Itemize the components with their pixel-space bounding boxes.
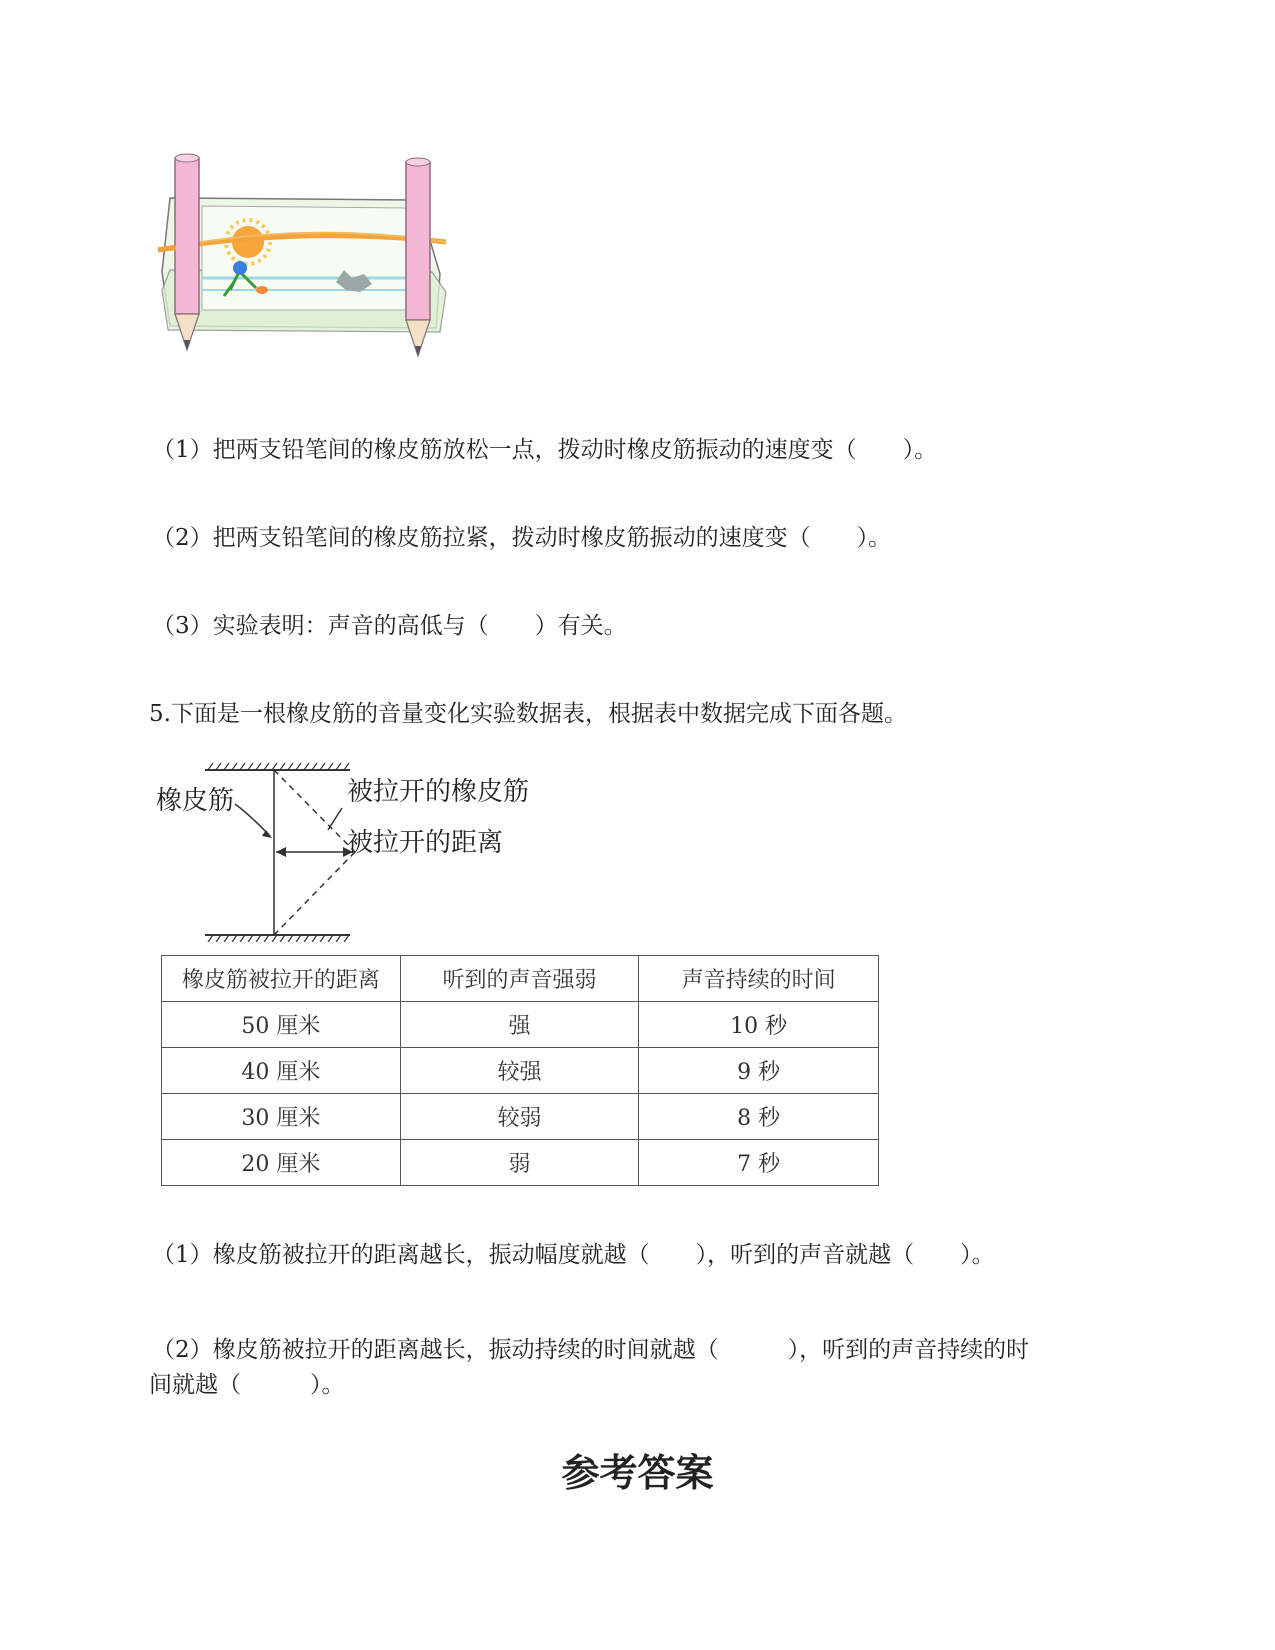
cell-loudness: 较弱 [400,1094,639,1140]
table-row [162,1048,879,1094]
cell-loudness: 强 [400,1002,639,1048]
cell-duration: 10 秒 [639,1002,879,1048]
label-stretch-distance: 被拉开的距离 [347,828,504,858]
cell-duration: 8 秒 [639,1094,879,1140]
cell-distance: 40 厘米 [162,1048,401,1094]
cell-loudness: 弱 [400,1140,639,1186]
cell-duration: 7 秒 [639,1140,879,1186]
label-rubber-band: 橡皮筋 [156,786,235,816]
right-pencil [406,158,430,356]
q5-sub1: （1）橡皮筋被拉开的距离越长，振动幅度就越（ ），听到的声音就越（ ）。 [152,1242,995,1268]
cell-loudness: 较强 [400,1048,639,1094]
header-loudness: 听到的声音强弱 [400,956,639,1002]
cell-distance: 50 厘米 [162,1002,401,1048]
q4-sub3: （3）实验表明：声音的高低与（ ）有关。 [152,613,627,639]
table-row [162,1140,879,1186]
pencil-rubber-band-figure [150,150,470,380]
q4-sub1: （1）把两支铅笔间的橡皮筋放松一点，拨动时橡皮筋振动的速度变（ ）。 [152,437,938,463]
volume-experiment-table [161,955,879,1186]
q5-sub2-line2: 间就越（ ）。 [149,1372,345,1398]
cell-distance: 30 厘米 [162,1094,401,1140]
left-pencil [175,154,199,350]
q5-stem: 5.下面是一根橡皮筋的音量变化实验数据表，根据表中数据完成下面各题。 [149,701,907,727]
cell-distance: 20 厘米 [162,1140,401,1186]
q4-sub2: （2）把两支铅笔间的橡皮筋拉紧，拨动时橡皮筋振动的速度变（ ）。 [152,525,892,551]
table-row [162,1094,879,1140]
answer-heading: 参考答案 [561,1450,714,1495]
header-distance: 橡皮筋被拉开的距离 [162,956,401,1002]
q5-sub2-line1: （2）橡皮筋被拉开的距离越长，振动持续的时间就越（ ），听到的声音持续的时 [152,1337,1030,1363]
label-stretched-band: 被拉开的橡皮筋 [347,777,530,807]
cell-duration: 9 秒 [639,1048,879,1094]
table-header-row [162,956,879,1002]
table-row [162,1002,879,1048]
header-duration: 声音持续的时间 [639,956,879,1002]
